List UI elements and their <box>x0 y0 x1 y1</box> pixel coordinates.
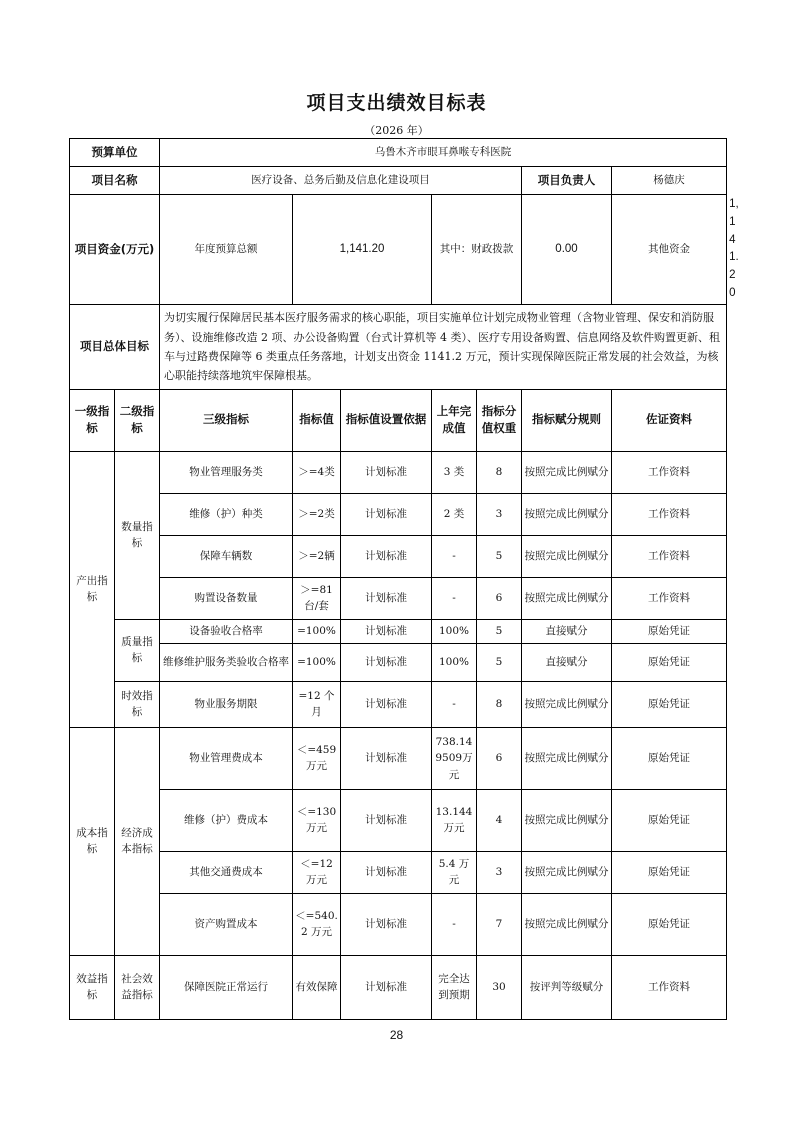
group-quantity: 数量指标 <box>115 451 160 619</box>
funds-row: 项目资金(万元) 年度预算总额 1,141.20 其中：财政拨款 0.00 其他资金 1,141.20 <box>70 195 727 305</box>
cell-last: 738.149509万元 <box>432 727 477 789</box>
cell-l3: 维修（护）费成本 <box>160 789 293 851</box>
cell-last: 完全达到预期 <box>432 955 477 1019</box>
cell-evidence: 原始凭证 <box>612 643 727 681</box>
cell-value: ＞=2类 <box>293 493 341 535</box>
cell-weight: 4 <box>477 789 522 851</box>
table-row <box>70 643 727 681</box>
page-title: 项目支出绩效目标表 <box>306 92 487 114</box>
cell-evidence: 原始凭证 <box>612 851 727 893</box>
cell-last: - <box>432 681 477 727</box>
group-benefit: 效益指标 <box>70 955 115 1019</box>
cell-rule: 按照完成比例赋分 <box>522 493 612 535</box>
cell-evidence: 原始凭证 <box>612 893 727 955</box>
cell-value: =100% <box>293 619 341 643</box>
cell-weight: 6 <box>477 577 522 619</box>
cell-weight: 30 <box>477 955 522 1019</box>
cell-last: - <box>432 893 477 955</box>
cell-value: ＜=12万元 <box>293 851 341 893</box>
cell-evidence: 工作资料 <box>612 535 727 577</box>
cell-basis: 计划标准 <box>341 727 432 789</box>
cell-rule: 按照完成比例赋分 <box>522 535 612 577</box>
cell-basis: 计划标准 <box>341 493 432 535</box>
cell-weight: 5 <box>477 643 522 681</box>
group-quality: 质量指标 <box>115 619 160 681</box>
table-row <box>70 535 727 577</box>
cell-rule: 直接赋分 <box>522 643 612 681</box>
unit-row <box>70 139 727 167</box>
cell-evidence: 工作资料 <box>612 451 727 493</box>
annual-value: 1,141.20 <box>293 195 432 305</box>
cell-weight: 7 <box>477 893 522 955</box>
cell-weight: 5 <box>477 535 522 577</box>
cell-basis: 计划标准 <box>341 535 432 577</box>
table-row <box>70 789 727 851</box>
cell-last: 3 类 <box>432 451 477 493</box>
cell-l3: 保障车辆数 <box>160 535 293 577</box>
col-evidence: 佐证资料 <box>612 389 727 451</box>
annual-label: 年度预算总额 <box>160 195 293 305</box>
cell-l3: 物业管理费成本 <box>160 727 293 789</box>
cell-evidence: 原始凭证 <box>612 789 727 851</box>
cell-basis: 计划标准 <box>341 577 432 619</box>
cell-basis: 计划标准 <box>341 451 432 493</box>
cell-l3: 物业管理服务类 <box>160 451 293 493</box>
year-label: （2026 年） <box>364 124 429 137</box>
table-row <box>70 893 727 955</box>
cell-value: =100% <box>293 643 341 681</box>
cell-rule: 按照完成比例赋分 <box>522 727 612 789</box>
group-output: 产出指标 <box>70 451 115 727</box>
goal-row <box>70 304 727 389</box>
other-label: 其他资金 <box>612 195 727 305</box>
leader-value: 杨德庆 <box>612 167 727 195</box>
unit-label: 预算单位 <box>70 139 160 167</box>
cell-rule: 按照完成比例赋分 <box>522 681 612 727</box>
cell-value: ＞=4类 <box>293 451 341 493</box>
project-value: 医疗设备、总务后勤及信息化建设项目 <box>160 167 522 195</box>
cell-value: ＜=540.2 万元 <box>293 893 341 955</box>
table-row <box>70 681 727 727</box>
cell-basis: 计划标准 <box>341 893 432 955</box>
col-value: 指标值 <box>293 389 341 451</box>
cell-basis: 计划标准 <box>341 955 432 1019</box>
table-row <box>70 851 727 893</box>
col-weight: 指标分值权重 <box>477 389 522 451</box>
cell-weight: 8 <box>477 681 522 727</box>
col-l3: 三级指标 <box>160 389 293 451</box>
cell-last: - <box>432 535 477 577</box>
cell-rule: 按评判等级赋分 <box>522 955 612 1019</box>
cell-l3: 设备验收合格率 <box>160 619 293 643</box>
col-basis: 指标值设置依据 <box>341 389 432 451</box>
table-row <box>70 451 727 493</box>
cell-weight: 3 <box>477 851 522 893</box>
cell-value: ＜=130万元 <box>293 789 341 851</box>
cell-evidence: 工作资料 <box>612 577 727 619</box>
cell-last: 100% <box>432 619 477 643</box>
table-row <box>70 619 727 643</box>
cell-basis: 计划标准 <box>341 619 432 643</box>
group-social: 社会效益指标 <box>115 955 160 1019</box>
table-row <box>70 493 727 535</box>
cell-value: ＜=459万元 <box>293 727 341 789</box>
cell-rule: 按照完成比例赋分 <box>522 451 612 493</box>
cell-rule: 直接赋分 <box>522 619 612 643</box>
cell-rule: 按照完成比例赋分 <box>522 577 612 619</box>
cell-basis: 计划标准 <box>341 851 432 893</box>
col-l1: 一级指标 <box>70 389 115 451</box>
group-cost: 成本指标 <box>70 727 115 955</box>
performance-table <box>69 138 739 1020</box>
cell-value: =12 个月 <box>293 681 341 727</box>
cell-weight: 3 <box>477 493 522 535</box>
leader-label: 项目负责人 <box>522 167 612 195</box>
cell-l3: 资产购置成本 <box>160 893 293 955</box>
column-header-row <box>70 389 727 451</box>
cell-value: 有效保障 <box>293 955 341 1019</box>
fiscal-label: 其中：财政拨款 <box>432 195 522 305</box>
group-timeliness: 时效指标 <box>115 681 160 727</box>
cell-l3: 购置设备数量 <box>160 577 293 619</box>
cell-l3: 其他交通费成本 <box>160 851 293 893</box>
page-number: 28 <box>389 1028 404 1042</box>
cell-rule: 按照完成比例赋分 <box>522 789 612 851</box>
cell-l3: 维修（护）种类 <box>160 493 293 535</box>
cell-last: 2 类 <box>432 493 477 535</box>
cell-basis: 计划标准 <box>341 681 432 727</box>
table-row <box>70 727 727 789</box>
cell-last: 100% <box>432 643 477 681</box>
cell-value: ＞=81台/套 <box>293 577 341 619</box>
cell-weight: 5 <box>477 619 522 643</box>
goal-label: 项目总体目标 <box>70 304 160 389</box>
table-row <box>70 955 727 1019</box>
goal-text: 为切实履行保障居民基本医疗服务需求的核心职能，项目实施单位计划完成物业管理（含物业管理、保安和消防服务）、设施维修改造 2 项、办公设备购置（台式计算机等 4 类）、医疗专用设备购置、信息网络及软件购置更新、租车与过路费保障等 6 类重点任务落地，计划支出资金 1141.2 万元，预计实现保障医院正常发展的社会效益，为核心职能持续落地筑牢保障根基。 <box>160 304 727 389</box>
cell-l3: 保障医院正常运行 <box>160 955 293 1019</box>
cell-rule: 按照完成比例赋分 <box>522 851 612 893</box>
col-rule: 指标赋分规则 <box>522 389 612 451</box>
group-economic: 经济成本指标 <box>115 727 160 955</box>
cell-last: 13.144 万元 <box>432 789 477 851</box>
fiscal-value: 0.00 <box>522 195 612 305</box>
cell-l3: 物业服务期限 <box>160 681 293 727</box>
cell-weight: 6 <box>477 727 522 789</box>
cell-last: 5.4 万元 <box>432 851 477 893</box>
cell-evidence: 原始凭证 <box>612 681 727 727</box>
cell-value: ＞=2辆 <box>293 535 341 577</box>
cell-evidence: 原始凭证 <box>612 619 727 643</box>
col-l2: 二级指标 <box>115 389 160 451</box>
cell-basis: 计划标准 <box>341 643 432 681</box>
project-label: 项目名称 <box>70 167 160 195</box>
unit-value: 乌鲁木齐市眼耳鼻喉专科医院 <box>160 139 727 167</box>
table-row <box>70 577 727 619</box>
funds-label: 项目资金(万元) <box>70 195 160 305</box>
cell-evidence: 工作资料 <box>612 955 727 1019</box>
col-last: 上年完成值 <box>432 389 477 451</box>
cell-l3: 维修维护服务类验收合格率 <box>160 643 293 681</box>
cell-last: - <box>432 577 477 619</box>
cell-evidence: 原始凭证 <box>612 727 727 789</box>
cell-evidence: 工作资料 <box>612 493 727 535</box>
cell-weight: 8 <box>477 451 522 493</box>
project-row <box>70 167 727 195</box>
cell-basis: 计划标准 <box>341 789 432 851</box>
cell-rule: 按照完成比例赋分 <box>522 893 612 955</box>
